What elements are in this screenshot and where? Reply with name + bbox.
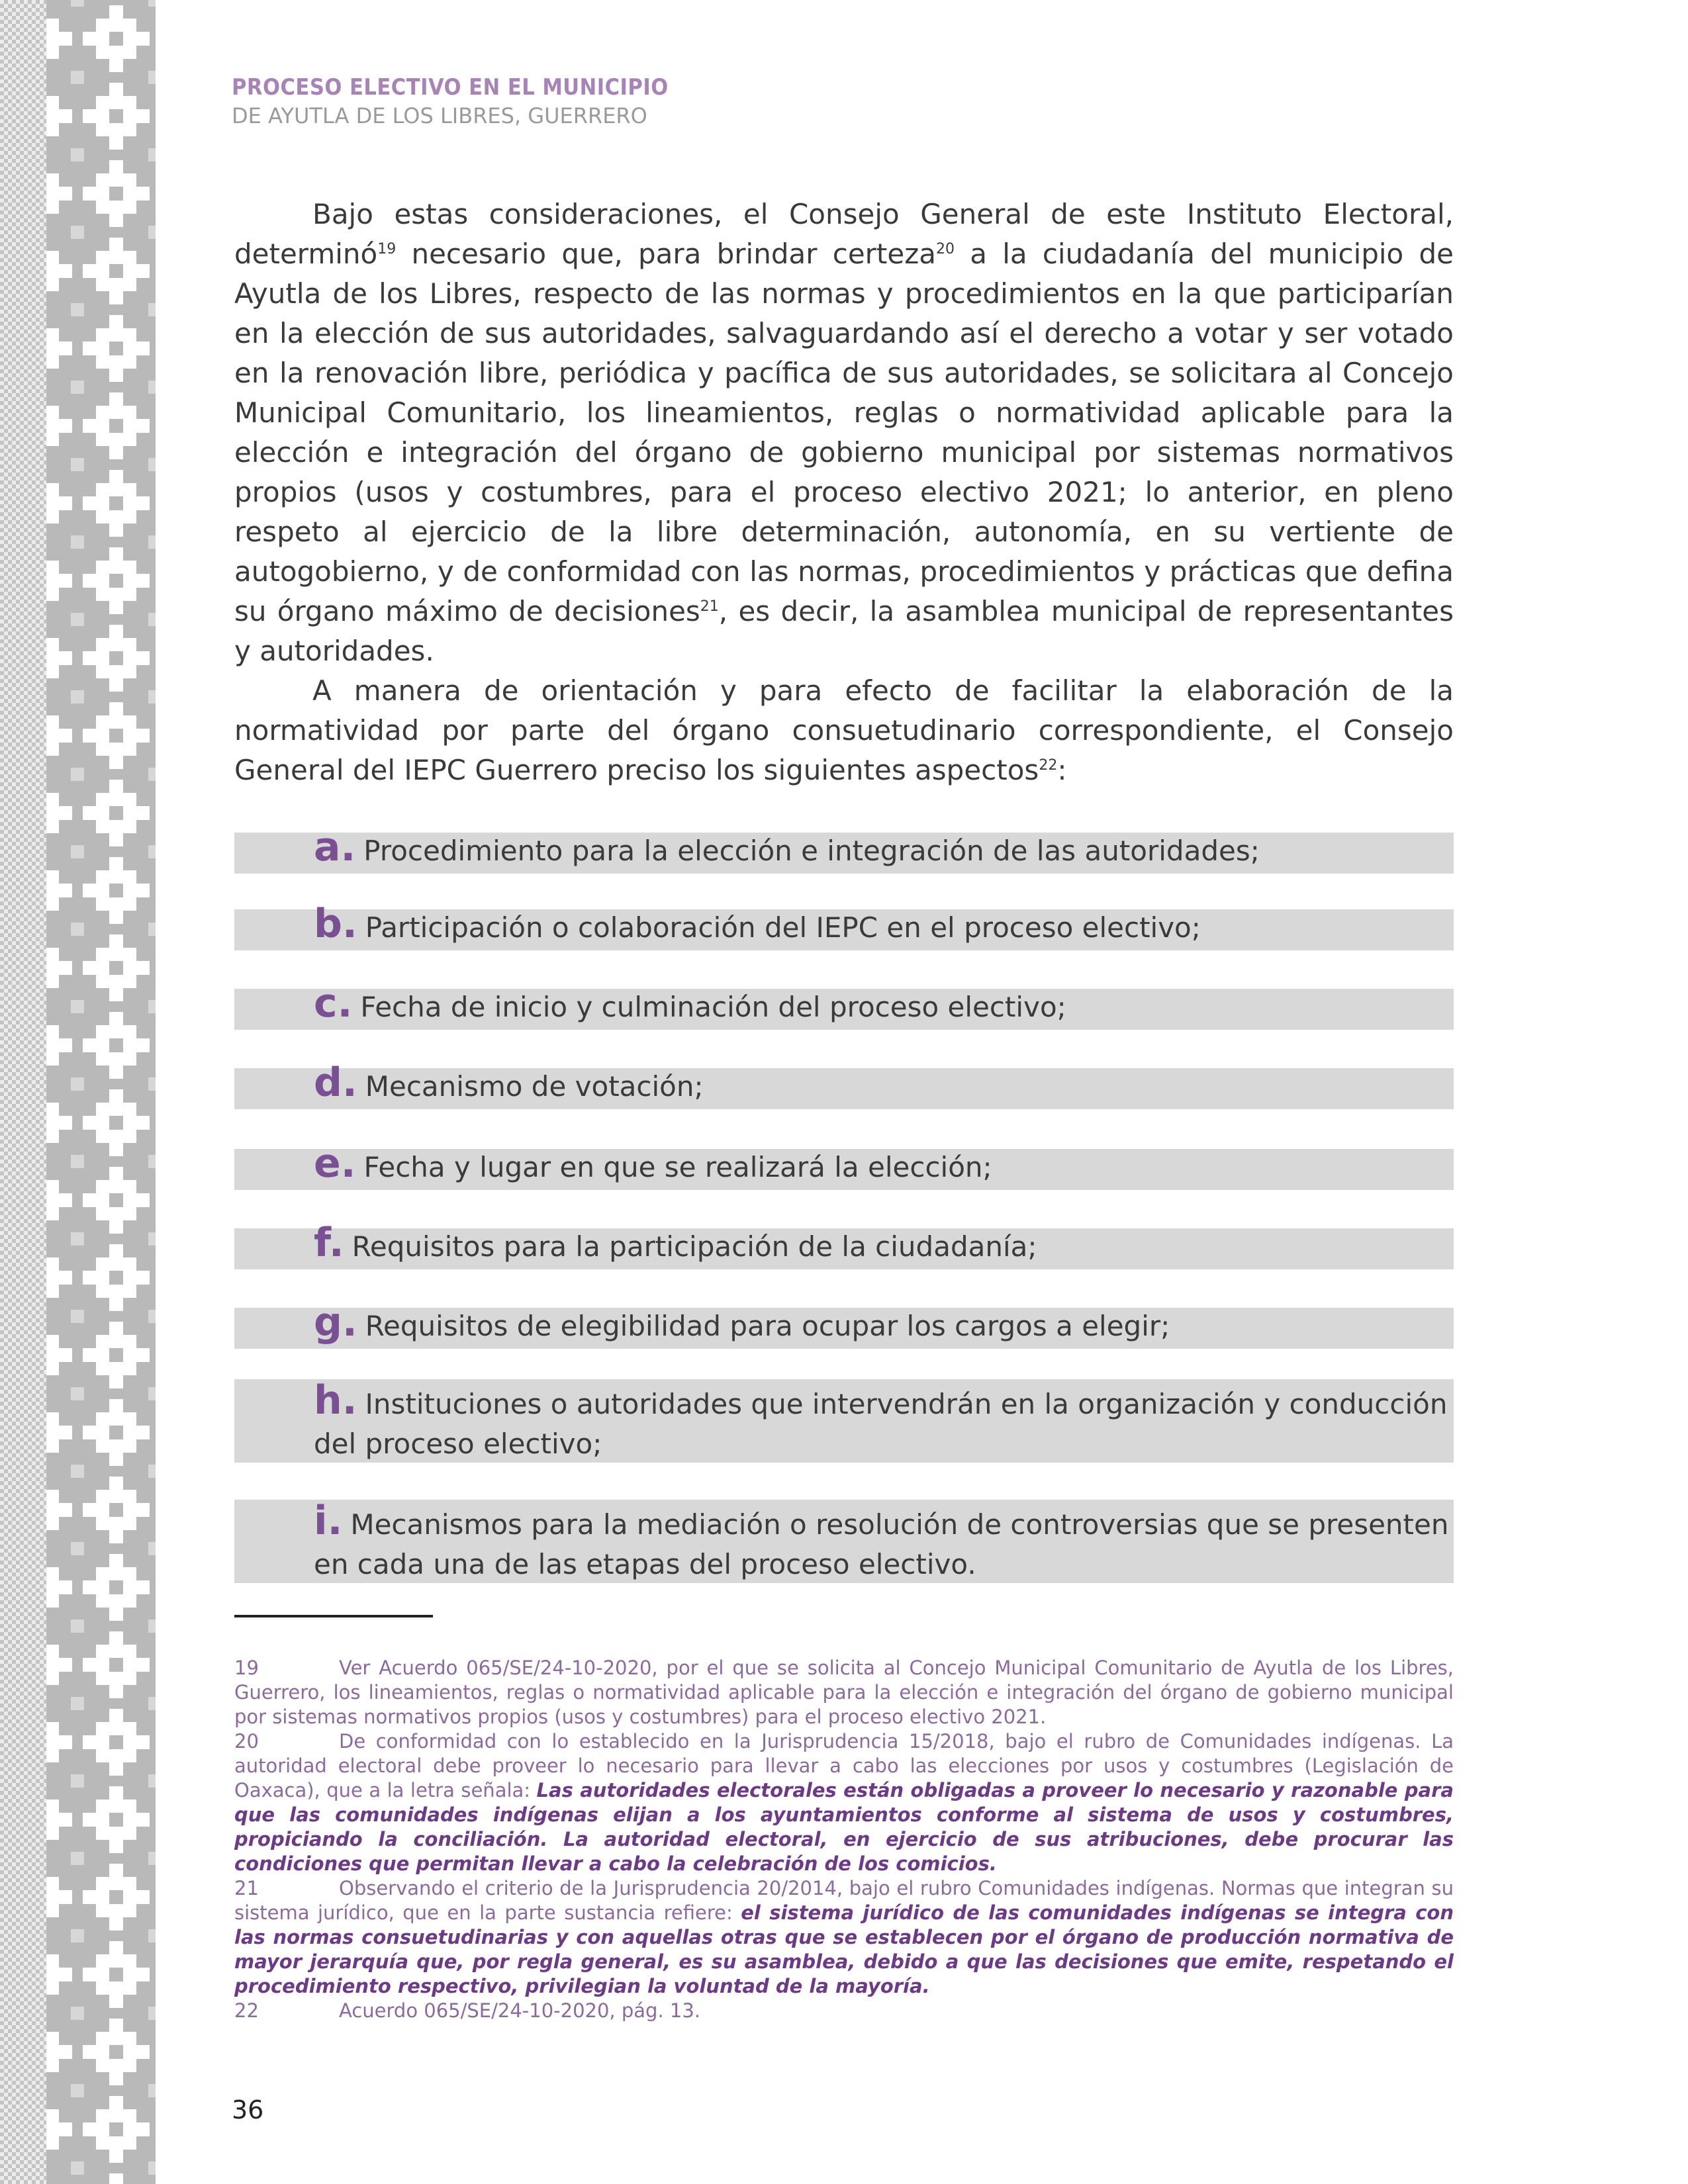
footnote-text: Acuerdo 065/SE/24-10-2020, pág. 13.: [339, 1999, 701, 2022]
footnote-divider: [234, 1615, 433, 1617]
footnote-ref-22[interactable]: 22: [1039, 757, 1058, 774]
list-item-letter: h.: [314, 1377, 357, 1424]
list-item-label: Requisitos de elegibilidad para ocupar los cargos a elegir;: [365, 1310, 1170, 1342]
page-number: 36: [232, 2095, 264, 2124]
list-item: [234, 1140, 1454, 1190]
list-item-text: [314, 980, 1066, 1027]
list-item-letter: e.: [314, 1140, 356, 1187]
list-item-label: Instituciones o autoridades que intervendrán en la organización y conducción: [365, 1388, 1448, 1420]
list-item: [234, 1299, 1454, 1349]
list-item: [234, 824, 1454, 874]
footnote-21: [234, 1876, 1454, 1999]
list-item-label-continued: del proceso electivo;: [314, 1428, 602, 1460]
footnote-ref-19[interactable]: 19: [377, 241, 397, 257]
paragraph-1-text-c: a la ciudadanía del municipio de Ayutla de los Libres, respecto de las normas y procedimientos en la que participarían en la elección de sus autoridades, salvaguardando así el derecho a votar y ser votado en la renovación libre, periódica y pacífica de sus autoridades, se solicitara al Concejo Municipal Comunitario, los lineamientos, reglas o normatividad aplicable para la elección e integración del órgano de gobierno municipal por sistemas normativos propios (usos y costumbres, para el proceso electivo 2021; lo anterior, en pleno respeto al ejercicio de la libre determinación, autonomía, en su vertiente de autogobierno, y de conformidad con las normas, procedimientos y prácticas que defina su órgano máximo de decisiones: [234, 238, 1454, 627]
list-item-label: Fecha y lugar en que se realizará la elección;: [363, 1151, 992, 1183]
border-pattern-icon: [0, 0, 156, 2184]
paragraph-2: [234, 671, 1454, 790]
list-item-letter: a.: [314, 824, 356, 870]
paragraph-2-text-b: :: [1057, 754, 1067, 786]
running-header: [232, 73, 669, 130]
footnotes: [234, 1656, 1454, 2023]
list-item-text: [314, 1377, 1448, 1464]
list-item-letter: c.: [314, 980, 353, 1026]
footnote-text: De conformidad con lo establecido en la Jurisprudencia 15/2018, bajo el rubro de Comunidades indígenas. La autoridad electoral debe proveer lo necesario para llevar a cabo las elecciones por usos y costumbres (Legislación de Oaxaca), que a la letra señala:: [234, 1730, 1454, 1801]
list-item: [234, 1500, 1454, 1583]
list-item-text: [314, 824, 1260, 871]
paragraph-1-text-d: , es decir, la asamblea municipal de representantes y autoridades.: [234, 595, 1454, 667]
paragraph-1-text-a: Bajo estas consideraciones, el Consejo General de este Instituto Electoral, determinó: [234, 198, 1454, 270]
paragraph-2-text-a: A manera de orientación y para efecto de facilitar la elaboración de la normatividad por parte del órgano consuetudinario correspondiente, el Consejo General del IEPC Guerrero preciso los siguientes aspectos: [234, 674, 1454, 786]
list-item-label: Fecha de inicio y culminación del proceso electivo;: [360, 991, 1066, 1023]
list-item-letter: f.: [314, 1220, 344, 1266]
list-item-text: [314, 1498, 1449, 1584]
list-item-letter: g.: [314, 1299, 357, 1345]
footnote-text: Observando el criterio de la Jurisprudencia 20/2014, bajo el rubro Comunidades indígenas. Normas que integran su sistema jurídico, que en la parte sustancia refiere:: [234, 1877, 1454, 1924]
decorative-border: [0, 0, 156, 2184]
footnote-19: [234, 1656, 1454, 1729]
footnote-number: 21: [234, 1877, 259, 1899]
list-item-text: [314, 1299, 1170, 1346]
list-item-text: [314, 1060, 704, 1107]
list-item: [234, 1220, 1454, 1269]
footnote-22: [234, 1999, 1454, 2023]
header-title: PROCESO ELECTIVO EN EL MUNICIPIO: [232, 74, 669, 101]
list-item-label: Mecanismos para la mediación o resolución de controversias que se presenten: [350, 1508, 1449, 1541]
footnote-text: Ver Acuerdo 065/SE/24-10-2020, por el que se solicita al Concejo Municipal Comunitario de Ayutla de los Libres, Guerrero, los lineamientos, reglas o normatividad aplicable para la elección e integración del órgano de gobierno municipal por sistemas normativos propios (usos y costumbres) para el proceso electivo 2021.: [234, 1657, 1454, 1728]
list-item-text: [314, 901, 1201, 948]
footnote-number: 19: [234, 1657, 259, 1679]
paragraph-1: [234, 195, 1454, 671]
list-item-label: Requisitos para la participación de la ciudadanía;: [352, 1230, 1037, 1263]
footnote-quote: Las autoridades electorales están obligadas a proveer lo necesario y razonable para que las comunidades indígenas elijan a los ayuntamientos conforme al sistema de usos y costumbres, propiciando la conciliación. La autoridad electoral, en ejercicio de sus atribuciones, debe procurar las condiciones que permitan llevar a cabo la celebración de los comicios.: [234, 1779, 1454, 1875]
header-subtitle: DE AYUTLA DE LOS LIBRES, GUERRERO: [232, 103, 647, 128]
list-item: [234, 1379, 1454, 1463]
list-item-text: [314, 1220, 1037, 1267]
paragraph-1-text-b: necesario que, para brindar certeza: [396, 238, 937, 270]
list-item: [234, 980, 1454, 1030]
list-item: [234, 901, 1454, 950]
list-item-label: Procedimiento para la elección e integración de las autoridades;: [363, 835, 1260, 867]
list-item-text: [314, 1140, 992, 1187]
footnote-20: [234, 1729, 1454, 1876]
footnote-ref-21[interactable]: 21: [700, 598, 719, 615]
list-item-label-continued: en cada una de las etapas del proceso electivo.: [314, 1548, 976, 1580]
list-item-label: Participación o colaboración del IEPC en el proceso electivo;: [365, 911, 1201, 944]
list-item-letter: d.: [314, 1060, 357, 1106]
footnote-quote: el sistema jurídico de las comunidades indígenas se integra con las normas consuetudinarias y con aquellas otras que se establecen por el órgano de producción normativa de mayor jerarquía que, por regla general, es su asamblea, debido a que las decisiones que emite, respetando el procedimiento respectivo, privilegian la voluntad de la mayoría.: [234, 1901, 1454, 1997]
list-item-label: Mecanismo de votación;: [365, 1070, 704, 1103]
list-item-letter: b.: [314, 901, 357, 947]
list-item: [234, 1060, 1454, 1109]
footnote-ref-20[interactable]: 20: [936, 241, 955, 257]
list-item-letter: i.: [314, 1498, 343, 1544]
footnote-number: 22: [234, 1999, 259, 2022]
footnote-number: 20: [234, 1730, 259, 1752]
